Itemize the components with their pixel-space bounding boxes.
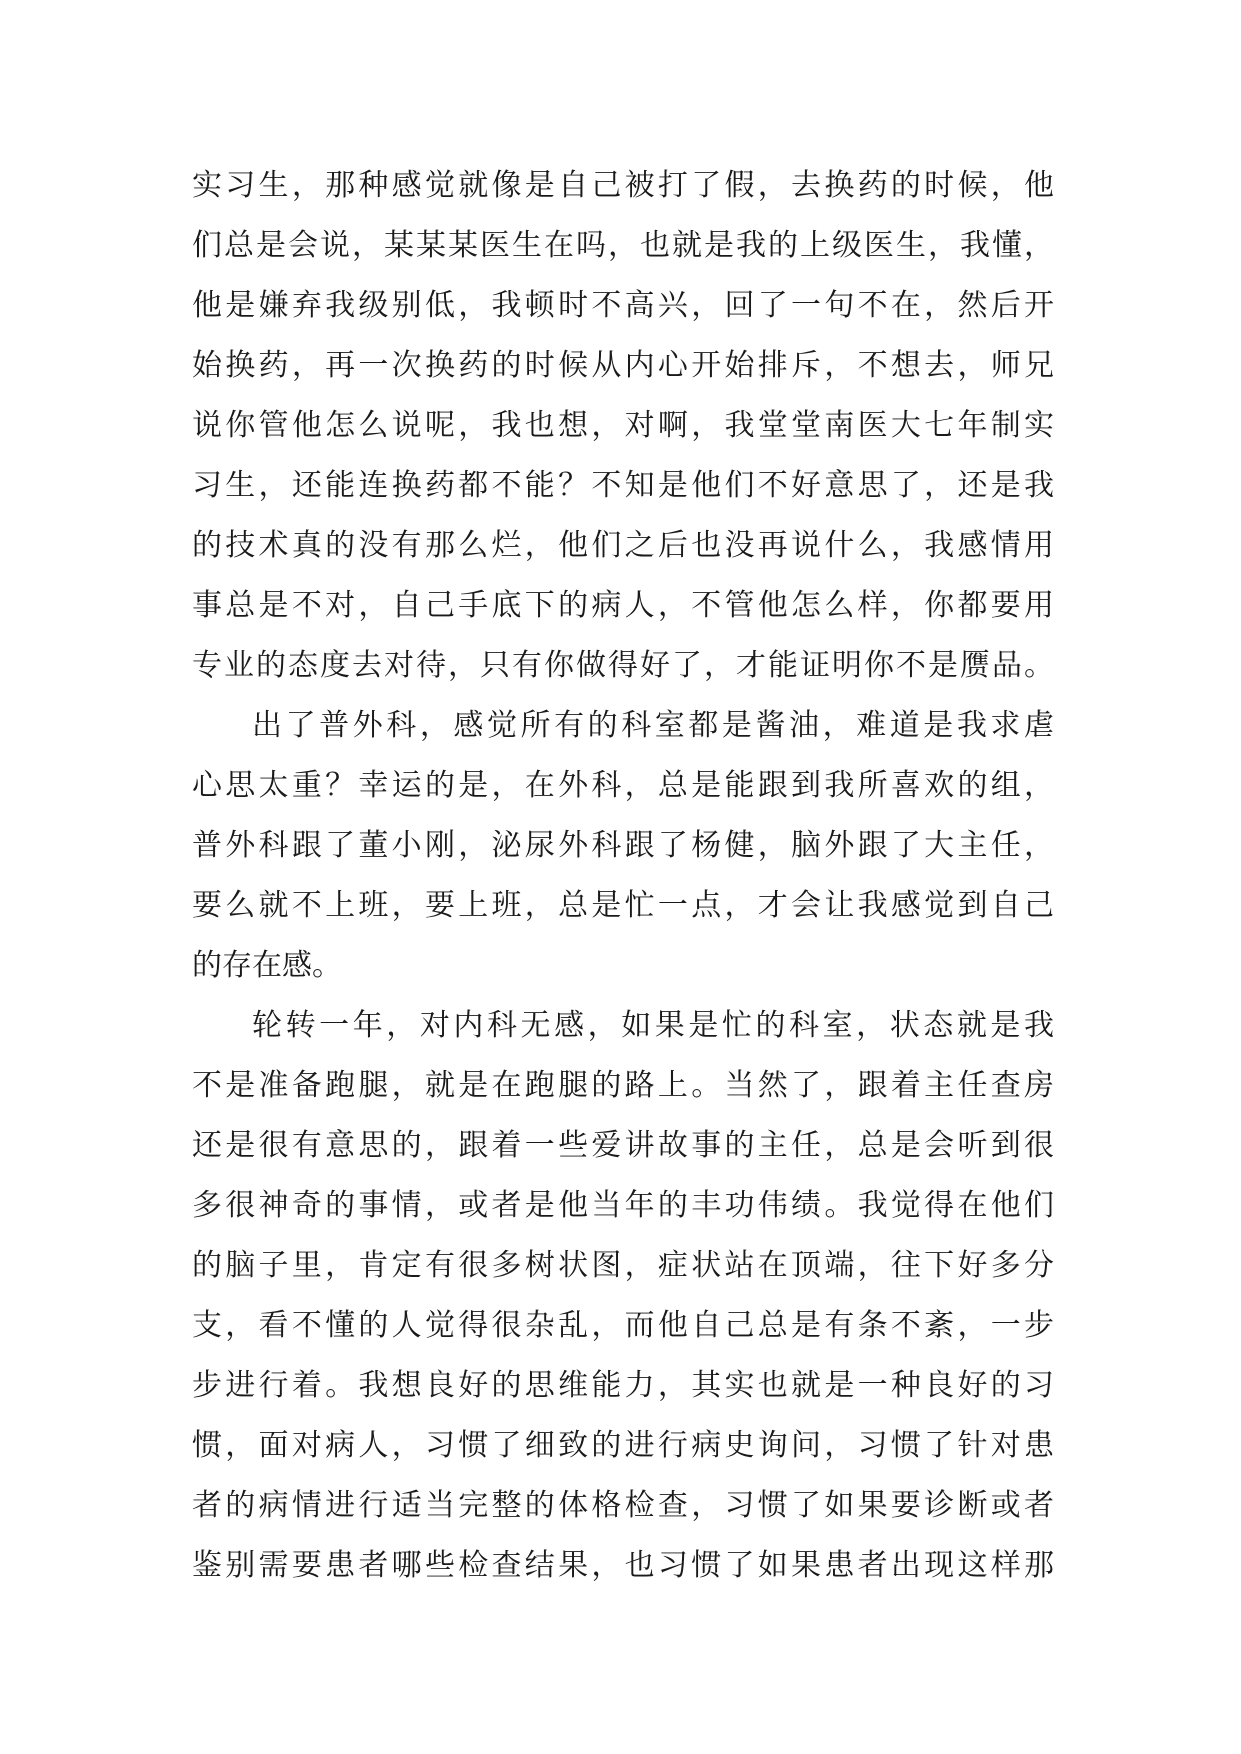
paragraph-3 <box>192 996 1054 1596</box>
text-line: 专业的态度去对待，只有你做得好了，才能证明你不是赝品。 <box>192 648 1054 683</box>
text-line: 的技术真的没有那么烂，他们之后也没再说什么，我感情用 <box>192 528 1054 563</box>
document-body <box>192 156 1054 1596</box>
text-line: 的脑子里，肯定有很多树状图，症状站在顶端，往下好多分 <box>192 1248 1054 1283</box>
text-line: 始换药，再一次换药的时候从内心开始排斥，不想去，师兄 <box>192 348 1054 383</box>
text-line: 惯，面对病人，习惯了细致的进行病史询问，习惯了针对患 <box>192 1428 1054 1463</box>
text-line: 要么就不上班，要上班，总是忙一点，才会让我感觉到自己 <box>192 888 1054 923</box>
text-line: 的存在感。 <box>192 948 342 983</box>
paragraph-2 <box>192 696 1054 996</box>
text-line: 普外科跟了董小刚，泌尿外科跟了杨健，脑外跟了大主任， <box>192 828 1054 863</box>
text-line: 还是很有意思的，跟着一些爱讲故事的主任，总是会听到很 <box>192 1128 1054 1163</box>
text-line: 者的病情进行适当完整的体格检查，习惯了如果要诊断或者 <box>192 1488 1054 1523</box>
text-line: 他是嫌弃我级别低，我顿时不高兴，回了一句不在，然后开 <box>192 288 1054 323</box>
text-line: 事总是不对，自己手底下的病人，不管他怎么样，你都要用 <box>192 588 1054 623</box>
text-line: 轮转一年，对内科无感，如果是忙的科室，状态就是我 <box>252 1008 1054 1043</box>
text-line: 们总是会说，某某某医生在吗，也就是我的上级医生，我懂， <box>192 228 1054 263</box>
text-line: 不是准备跑腿，就是在跑腿的路上。当然了，跟着主任查房 <box>192 1068 1054 1103</box>
text-line: 步进行着。我想良好的思维能力，其实也就是一种良好的习 <box>192 1368 1054 1403</box>
text-line: 支，看不懂的人觉得很杂乱，而他自己总是有条不紊，一步 <box>192 1308 1054 1343</box>
paragraph-1 <box>192 156 1054 696</box>
text-line: 习生，还能连换药都不能？不知是他们不好意思了，还是我 <box>192 468 1054 503</box>
text-line: 出了普外科，感觉所有的科室都是酱油，难道是我求虐 <box>252 708 1054 743</box>
text-line: 心思太重？幸运的是，在外科，总是能跟到我所喜欢的组， <box>192 768 1054 803</box>
text-line: 多很神奇的事情，或者是他当年的丰功伟绩。我觉得在他们 <box>192 1188 1054 1223</box>
text-line: 说你管他怎么说呢，我也想，对啊，我堂堂南医大七年制实 <box>192 408 1054 443</box>
text-line: 实习生，那种感觉就像是自己被打了假，去换药的时候，他 <box>192 168 1054 203</box>
text-line: 鉴别需要患者哪些检查结果，也习惯了如果患者出现这样那 <box>192 1548 1054 1583</box>
